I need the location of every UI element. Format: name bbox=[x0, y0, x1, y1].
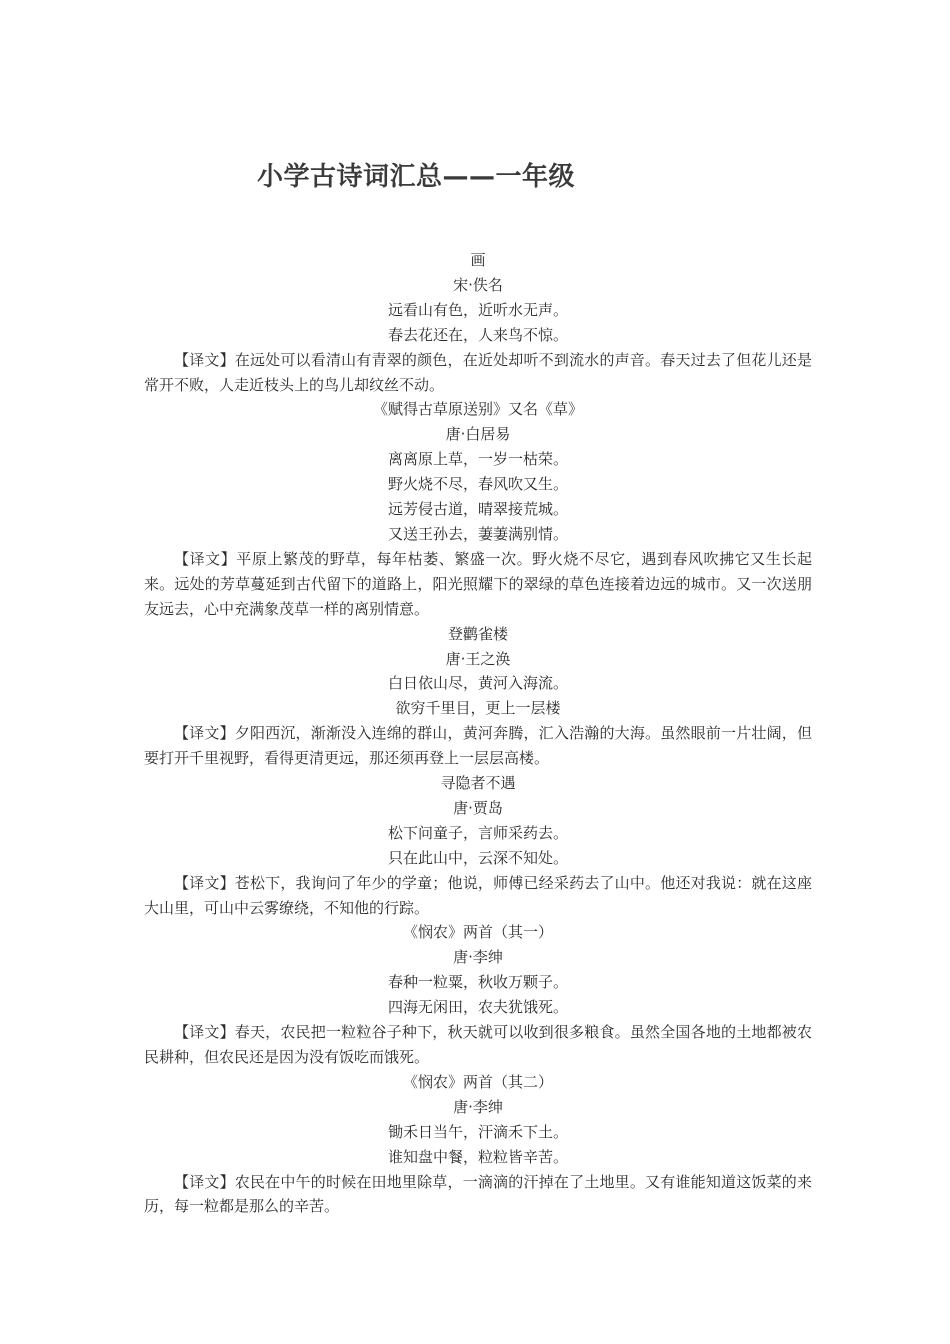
poem-translation: 【译文】在远处可以看清山有青翠的颜色，在近处却听不到流水的声音。春天过去了但花儿还是常开不败，人走近枝头上的鸟儿却纹丝不动。 bbox=[144, 350, 812, 394]
document-title: 小学古诗词汇总——一年级 bbox=[257, 162, 576, 192]
poem-translation: 【译文】苍松下，我询问了年少的学童；他说，师傅已经采药去了山中。他还对我说：就在这座大山里，可山中云雾缭绕，不知他的行踪。 bbox=[144, 873, 812, 917]
poem-section bbox=[144, 1070, 812, 1219]
poem-translation: 【译文】夕阳西沉，渐渐没入连绵的群山，黄河奔腾，汇入浩瀚的大海。虽然眼前一片壮阔，但要打开千里视野，看得更清更远，那还须再登上一层层高楼。 bbox=[144, 724, 812, 768]
poem-translation: 【译文】春天，农民把一粒粒谷子种下，秋天就可以收到很多粮食。虽然全国各地的土地都被农民耕种，但农民还是因为没有饭吃而饿死。 bbox=[144, 1023, 812, 1066]
poem-section bbox=[144, 248, 812, 397]
poem-line: 春去花还在，人来鸟不惊。 bbox=[387, 325, 568, 344]
poem-translation: 【译文】平原上繁茂的野草，每年枯萎、繁盛一次。野火烧不尽它，遇到春风吹拂它又生长起来。远处的芳草蔓延到古代留下的道路上，阳光照耀下的翠绿的草色连接着边远的城市。又一次送朋友远去，心中充满象茂草一样的离别情意。 bbox=[144, 549, 812, 618]
poem-line: 只在此山中，云深不知处。 bbox=[387, 848, 568, 867]
poem-line: 谁知盘中餐，粒粒皆辛苦。 bbox=[387, 1147, 568, 1166]
poem-line: 野火烧不尽，春风吹又生。 bbox=[387, 475, 568, 494]
poem-section bbox=[144, 771, 812, 920]
poem-line: 欲穷千里目，更上一层楼 bbox=[395, 699, 561, 718]
poem-list bbox=[144, 248, 812, 1219]
poem-line: 离离原上草，一岁一枯荣。 bbox=[387, 450, 568, 469]
poem-line: 四海无闲田，农夫犹饿死。 bbox=[387, 998, 568, 1017]
poem-line: 又送王孙去，萋萋满别情。 bbox=[387, 524, 568, 543]
poem-line: 远芳侵古道，晴翠接荒城。 bbox=[387, 500, 568, 519]
poem-title: 《悯农》两首（其一） bbox=[402, 923, 553, 942]
poem-title: 《悯农》两首（其二） bbox=[402, 1072, 553, 1091]
poem-line: 松下问童子，言师采药去。 bbox=[387, 823, 568, 842]
poem-author: 唐·王之涣 bbox=[445, 649, 511, 668]
poem-author: 唐·李绅 bbox=[453, 948, 503, 967]
poem-title: 登鹳雀楼 bbox=[447, 624, 508, 643]
poem-line: 锄禾日当午，汗滴禾下土。 bbox=[387, 1122, 568, 1141]
poem-title: 《赋得古草原送别》又名《草》 bbox=[372, 400, 583, 419]
poem-line: 远看山有色，近听水无声。 bbox=[387, 300, 568, 319]
poem-section bbox=[144, 397, 812, 621]
poem-title: 画 bbox=[470, 251, 486, 269]
poem-section bbox=[144, 920, 812, 1069]
poem-author: 唐·李绅 bbox=[453, 1097, 503, 1116]
poem-author: 宋·佚名 bbox=[453, 275, 503, 294]
poem-author: 唐·贾岛 bbox=[453, 798, 503, 817]
poem-title: 寻隐者不遇 bbox=[440, 774, 516, 793]
poem-line: 春种一粒粟，秋收万颗子。 bbox=[387, 973, 568, 992]
poem-section bbox=[144, 622, 812, 771]
poem-author: 唐·白居易 bbox=[445, 425, 511, 444]
poem-translation: 【译文】农民在中午的时候在田地里除草，一滴滴的汗掉在了土地里。又有谁能知道这饭菜的来历，每一粒都是那么的辛苦。 bbox=[144, 1172, 812, 1216]
poem-line: 白日依山尽，黄河入海流。 bbox=[387, 674, 568, 693]
